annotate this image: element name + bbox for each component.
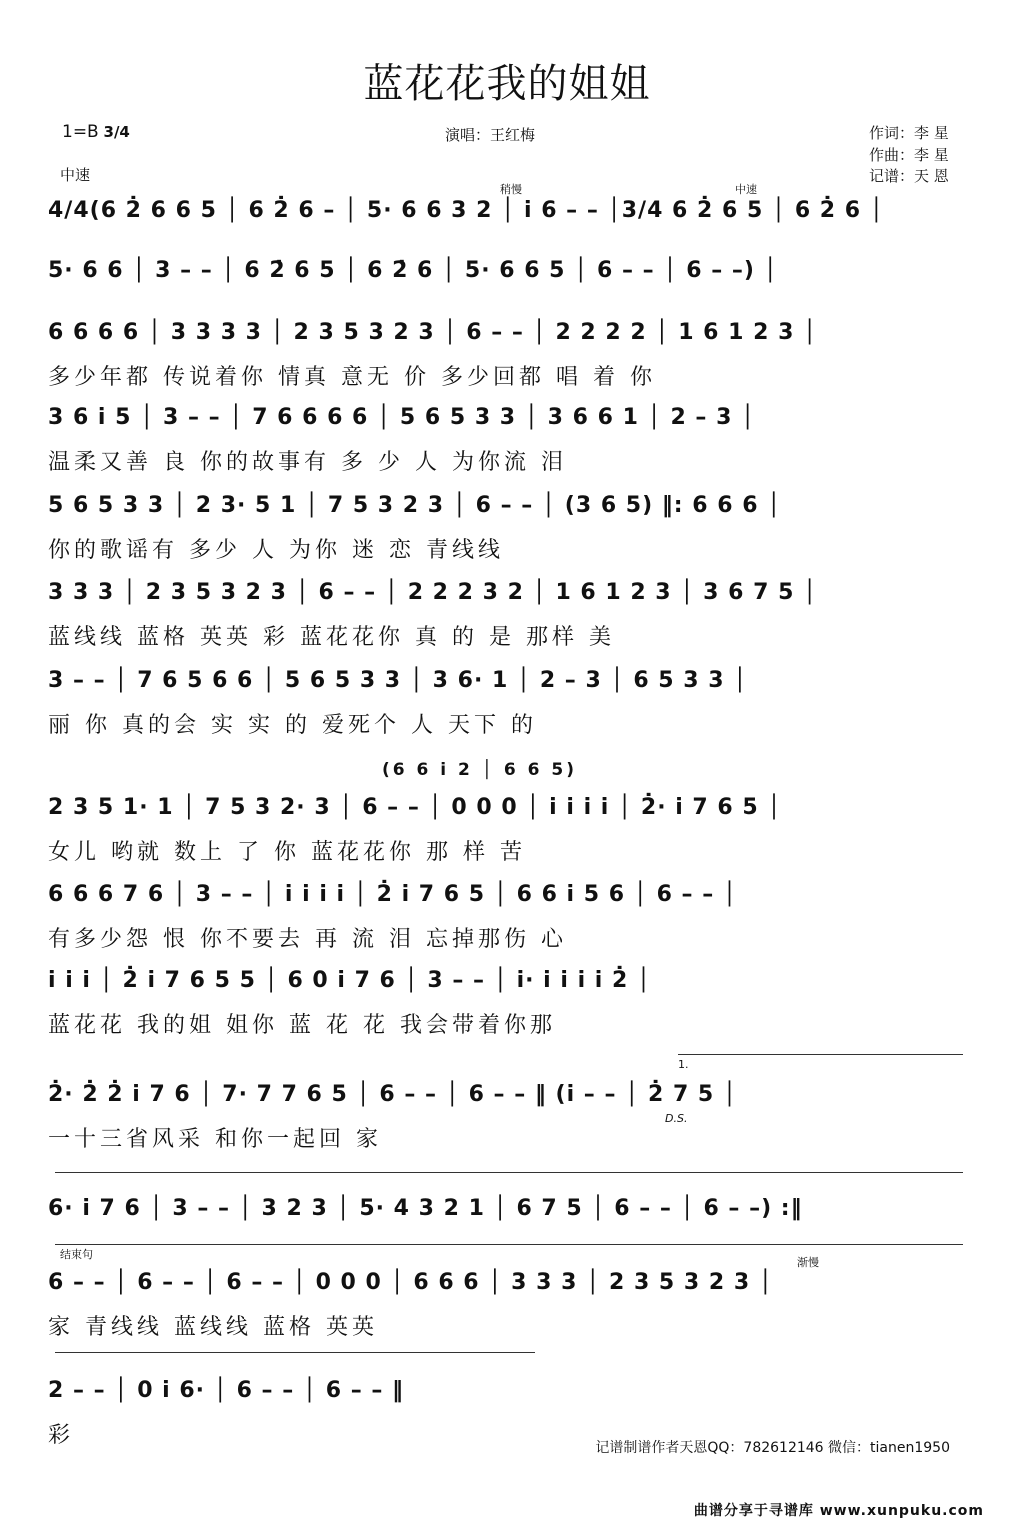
tempo-marking: 中速 (60, 166, 91, 184)
lyrics-line: 家 青线线 蓝线线 蓝格 英英 (48, 1315, 378, 1340)
notation-line: 4/4(6 2̇ 6 6 5 │ 6 2̇ 6 – │ 5· 6 6 3 2 │ i 6 – – │3/4 6 2̇ 6 5 │ 6 2̇ 6 │ (48, 198, 884, 223)
notation-line: 6· i 7 6 │ 3 – – │ 3 2 3 │ 5· 4 3 2 1 │ 6 7 5 │ 6 – – │ 6 – –) :‖ (48, 1196, 803, 1221)
ending-label: 结束句 (60, 1248, 93, 1261)
notation-line: 5· 6 6 │ 3 – – │ 6 2̇ 6 5 │ 6 2̇ 6 │ 5· 6 6 5 │ 6 – – │ 6 – –) │ (48, 258, 778, 283)
tempo-marking-2: 中速 (735, 183, 757, 196)
ending-bracket (55, 1244, 963, 1245)
notation-line: 2 3 5 1· 1 │ 7 5 3 2· 3 │ 6 – – │ 0 0 0 │ i i i i │ 2̇· i 7 6 5 │ (48, 795, 782, 820)
notation-line: 3 6 i 5 │ 3 – – │ 7 6 6 6 6 │ 5 6 5 3 3 │ 3 6 6 1 │ 2 – 3 │ (48, 405, 756, 430)
notation-line: 6 6 6 6 │ 3 3 3 3 │ 2 3 5 3 2 3 │ 6 – – │ 2 2 2 2 │ 1 6 1 2 3 │ (48, 320, 818, 345)
key-signature (62, 122, 130, 142)
lyrics-line: 多少年都 传说着你 情真 意无 价 多少回都 唱 着 你 (48, 365, 656, 390)
key-label: 1=B (62, 122, 99, 142)
lyrics-line: 温柔又善 良 你的故事有 多 少 人 为你流 泪 (48, 450, 567, 475)
notation-line: 6 6 6 7 6 │ 3 – – │ i i i i │ 2̇ i 7 6 5 │ 6 6 i 5 6 │ 6 – – │ (48, 882, 738, 907)
gradual-slow-marking: 渐慢 (797, 1256, 819, 1269)
interlude-notes: (6 6 i 2 │ 6 6 5) (382, 760, 578, 780)
slow-marking: 稍慢 (500, 183, 522, 196)
notation-line: 2̇· 2̇ 2̇ i 7 6 │ 7· 7 7 6 5 │ 6 – – │ 6 – – ‖ (i – – │ 2̇ 7 5 │ (48, 1082, 738, 1107)
footer-credit: 记谱制谱作者天恩QQ：782612146 微信：tianen1950 (595, 1440, 950, 1456)
notation-line: i i i │ 2̇ i 7 6 5 5 │ 6 0 i 7 6 │ 3 – – │ i· i i i i 2̇ │ (48, 968, 652, 993)
time-signature: 3/4 (103, 123, 130, 141)
composer-credit: 作曲：李 星 (869, 146, 949, 164)
ending-bracket-2 (55, 1352, 535, 1353)
volta-bracket (678, 1054, 963, 1055)
lyrics-line: 蓝线线 蓝格 英英 彩 蓝花花你 真 的 是 那样 美 (48, 625, 615, 650)
lyrics-line: 丽 你 真的会 实 实 的 爱死个 人 天下 的 (48, 713, 537, 738)
page-title: 蓝花花我的姐姐 (363, 61, 651, 107)
notation-line: 2 – – │ 0 i 6· │ 6 – – │ 6 – – ‖ (48, 1378, 405, 1403)
lyrics-line: 女儿 哟就 数上 了 你 蓝花花你 那 样 苦 (48, 840, 526, 865)
notation-line: 5 6 5 3 3 │ 2 3· 5 1 │ 7 5 3 2 3 │ 6 – – │ (3 6 5) ‖: 6 6 6 │ (48, 493, 782, 518)
notation-line: 3 3 3 │ 2 3 5 3 2 3 │ 6 – – │ 2 2 2 3 2 │ 1 6 1 2 3 │ 3 6 7 5 │ (48, 580, 818, 605)
transcriber-credit: 记谱：天 恩 (869, 167, 949, 185)
volta-1-label: 1. (678, 1058, 689, 1071)
ds-marking: D.S. (665, 1112, 688, 1125)
footer-site: 曲谱分享于寻谱库 www.xunpuku.com (693, 1503, 984, 1519)
lyrics-line: 你的歌谣有 多少 人 为你 迷 恋 青线线 (48, 538, 504, 563)
lyrics-line: 蓝花花 我的姐 姐你 蓝 花 花 我会带着你那 (48, 1013, 556, 1038)
repeat-bracket (55, 1172, 963, 1173)
lyrics-line: 彩 (48, 1423, 75, 1448)
notation-line: 3 – – │ 7 6 5 6 6 │ 5 6 5 3 3 │ 3 6· 1 │ 2 – 3 │ 6 5 3 3 │ (48, 668, 748, 693)
singer-credit: 演唱：王红梅 (445, 126, 536, 144)
lyricist-credit: 作词：李 星 (869, 124, 949, 142)
notation-line: 6 – – │ 6 – – │ 6 – – │ 0 0 0 │ 6 6 6 │ 3 3 3 │ 2 3 5 3 2 3 │ (48, 1270, 774, 1295)
lyrics-line: 有多少怨 恨 你不要去 再 流 泪 忘掉那伤 心 (48, 927, 567, 952)
lyrics-line: 一十三省风采 和你一起回 家 (48, 1127, 382, 1152)
